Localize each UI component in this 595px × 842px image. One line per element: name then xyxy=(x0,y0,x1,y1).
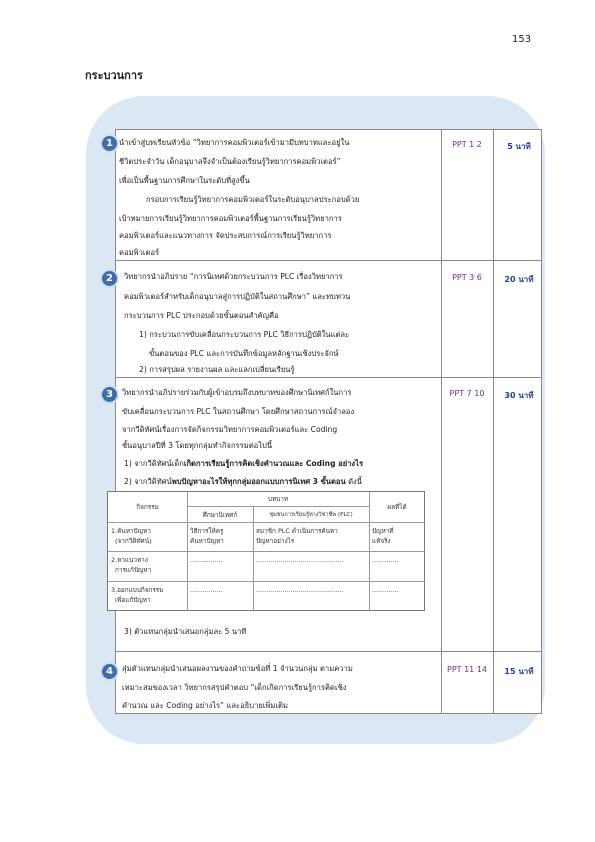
cell-supervisor xyxy=(190,526,252,546)
step-text-line: คอมพิวเตอร์และแนวทางการ จัดประสบการณ์การเรียนรู้วิทยาการ xyxy=(119,231,332,240)
cell-supervisor: ................ xyxy=(190,556,223,564)
step-text-line: คำนวณ และ Coding อย่างไร” และอธิบายเพิ่มเติม xyxy=(122,701,288,710)
step-resource: PPT 1 2 xyxy=(452,140,482,149)
column-divider xyxy=(493,652,494,714)
step-text-line: จากวีดิทัศน์เรื่องการจัดกิจกรรมวิทยาการคอมพิวเตอร์และ Coding xyxy=(122,425,338,434)
column-divider xyxy=(441,378,442,652)
section-title: กระบวนการ xyxy=(85,69,143,82)
step-duration: 5 นาที xyxy=(507,142,531,151)
step-text-line: วิทยากรนำอภิปราย “การนิเทศด้วยกระบวนการ PLC เรื่องวิทยาการ xyxy=(124,272,343,281)
cell-result: ............. xyxy=(372,586,399,594)
cell-activity xyxy=(111,526,186,546)
step-resource: PPT 11 14 xyxy=(447,665,487,674)
cell-line: 1.ค้นหาปัญหา xyxy=(111,527,151,535)
table-divider xyxy=(108,522,425,523)
cell-line: ปัญหาที่ xyxy=(372,527,394,535)
column-divider xyxy=(493,261,494,378)
step-number-badge: 3 xyxy=(100,385,119,404)
cell-line: ปัญหาอย่างไร xyxy=(256,537,295,545)
step-item-1-prefix: 1) จากวีดิทัศน์เด็ก xyxy=(124,459,184,468)
step-number-badge: 2 xyxy=(100,269,119,288)
step-item-1 xyxy=(124,456,363,472)
page-number: 153 xyxy=(512,34,532,45)
cell-community xyxy=(256,526,368,546)
table-divider xyxy=(108,551,425,552)
cell-result: ............. xyxy=(372,556,399,564)
steps-table xyxy=(106,129,542,714)
step-resource: PPT 7 10 xyxy=(449,389,485,398)
cell-line: 3.ออกแบบกิจกรรม xyxy=(111,586,164,594)
cell-line: สมาชิก PLC ดำเนินการค้นหา xyxy=(256,527,338,535)
step-item-2-prefix: 2) จากวีดิทัศน์ xyxy=(124,477,172,486)
column-divider xyxy=(441,652,442,714)
cell-activity xyxy=(111,585,186,605)
step-text-line: กรอบการเรียนรู้วิทยาการคอมพิวเตอร์ในระดับอนุบาลประกอบด้วย xyxy=(146,195,360,204)
step-text-line: คอมพิวเตอร์ xyxy=(119,248,160,257)
step-item-2 xyxy=(124,474,362,490)
step-text-line: 2) การสรุปผล รายงานผล และแลกเปลี่ยนเรียนรู้ xyxy=(139,365,295,374)
table-divider xyxy=(108,581,425,582)
cell-line: 2.หาแนวทาง xyxy=(111,556,148,564)
step-text-line: เพื่อเป็นพื้นฐานการศึกษาในระดับที่สูงขึ้น xyxy=(119,176,250,185)
cell-line: แท้จริง xyxy=(372,537,391,545)
step-text-line: ชีวิตประจำวัน เด็กอนุบาลจึงจำเป็นต้องเรียนรู้วิทยาการคอมพิวเตอร์” xyxy=(119,157,341,166)
header-result: ผลที่ได้ xyxy=(387,503,407,511)
step-row-1 xyxy=(106,130,541,260)
step-text-line: นำเข้าสู่บทเรียนหัวข้อ “วิทยาการคอมพิวเตอร์เข้ามามีบทบาทและอยู่ใน xyxy=(119,138,350,147)
column-divider xyxy=(493,378,494,652)
step-text-line: คอมพิวเตอร์สำหรับเด็กอนุบาลสู่การปฏิบัติในสถานศึกษา” และทบทวน xyxy=(124,292,351,301)
step-text-line: กระบวนการ PLC ประกอบด้วยขั้นตอนสำคัญคือ xyxy=(124,311,279,320)
step-text-line: ชั้นอนุบาลปีที่ 3 โดยทุกกลุ่มทำกิจกรรมต่อไปนี้ xyxy=(122,441,273,450)
header-role: บทบาท xyxy=(267,495,289,503)
step-item-3: 3) ตัวแทนกลุ่มนำเสนอกลุ่มละ 5 นาที xyxy=(124,627,247,636)
cell-supervisor: ................ xyxy=(190,586,223,594)
step-item-2-emphasis: พบปัญหาอะไรให้ทุกกลุ่มออกแบบการนิเทศ 3 ขั้นตอน xyxy=(171,477,346,486)
step-item-1-emphasis: เกิดการเรียนรู้การคิดเชิงคำนวณและ Coding อย่างไร xyxy=(183,459,364,468)
cell-activity xyxy=(111,555,186,575)
step-row-2 xyxy=(106,260,541,378)
cell-line: (จากวีดิทัศน์) xyxy=(115,537,152,545)
column-divider xyxy=(493,130,494,260)
cell-line: การแก้ปัญหา xyxy=(115,566,152,574)
step-resource: PPT 3 6 xyxy=(452,273,482,282)
table-divider xyxy=(187,506,369,507)
step-text-line: ขับเคลื่อนกระบวนการ PLC ในสถานศึกษา โดยศึกษาสถานการณ์จำลอง xyxy=(122,407,355,416)
step-text-line: สุ่มตัวแทนกลุ่มนำเสนอผลงานของคำถามข้อที่ 1 จำนวนกลุ่ม ตามความ xyxy=(122,664,353,673)
column-divider xyxy=(441,130,442,260)
cell-community: ........................................... xyxy=(256,556,344,564)
step-text-line: วิทยากรนำอภิปรายร่วมกับผู้เข้าอบรมถึงบทบาทของศึกษานิเทศก์ในการ xyxy=(122,388,352,397)
step-row-4 xyxy=(106,651,541,714)
activity-table xyxy=(107,491,425,611)
step-duration: 20 นาที xyxy=(504,275,534,284)
cell-community: ........................................... xyxy=(256,586,344,594)
step-item-2-suffix: ดังนี้ xyxy=(345,477,362,486)
step-text-line: เป้าหมายการเรียนรู้วิทยาการคอมพิวเตอร์พื้นฐานการเรียนรู้วิทยาการ xyxy=(119,214,342,223)
cell-line: เพื่อแก้ปัญหา xyxy=(115,596,151,604)
step-text-line: 1) กระบวนการขับเคลื่อนกระบวนการ PLC วิธีการปฏิบัติในแต่ละ xyxy=(139,330,350,339)
header-activity: กิจกรรม xyxy=(136,503,159,511)
cell-line: ค้นหาปัญหา xyxy=(190,537,224,545)
step-text-line: ขั้นตอนของ PLC และการบันทึกข้อมูลหลักฐานเชิงประจักษ์ xyxy=(149,349,339,358)
step-number-badge: 1 xyxy=(100,134,119,153)
header-community: ชุมชนการเรียนรู้ทางวิชาชีพ (PLC) xyxy=(269,512,353,518)
step-number-badge: 4 xyxy=(100,662,119,681)
step-text-line: เหมาะสมของเวลา วิทยากรสรุปคำตอบ “เด็กเกิดการเรียนรู้การคิดเชิง xyxy=(122,683,347,692)
header-supervisor: ศึกษานิเทศก์ xyxy=(202,511,238,519)
step-duration: 30 นาที xyxy=(504,391,534,400)
step-duration: 15 นาที xyxy=(504,667,534,676)
cell-result xyxy=(372,526,424,546)
cell-line: วิธีการให้ครู xyxy=(190,527,224,535)
